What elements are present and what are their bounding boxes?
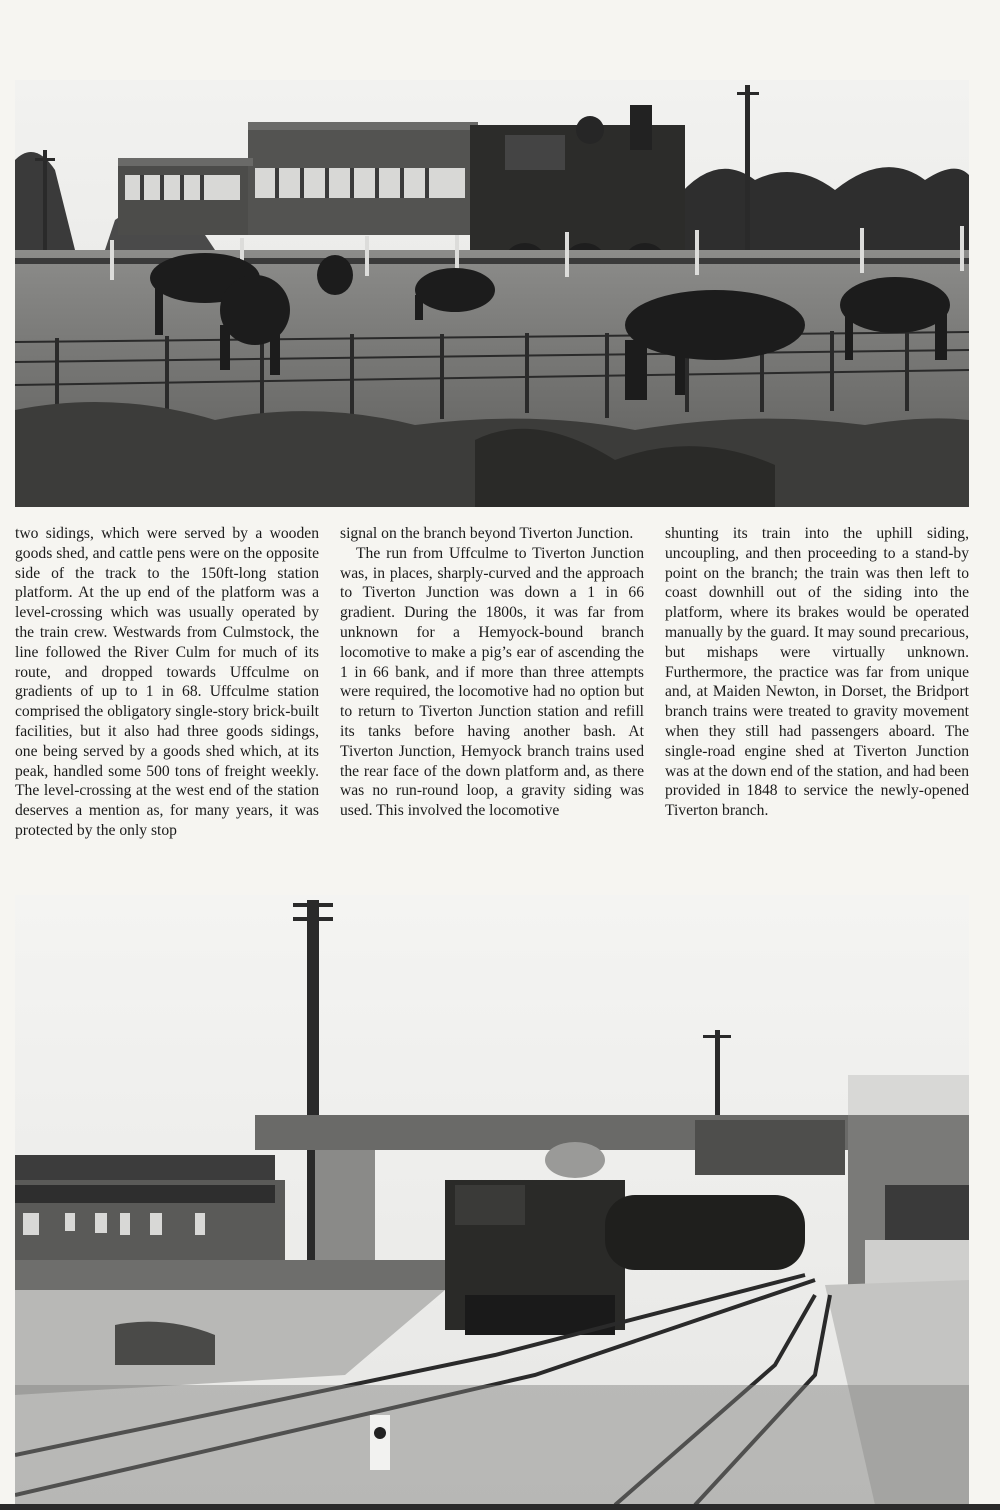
bottom-photo xyxy=(15,895,969,1505)
article-column-2 xyxy=(340,524,644,821)
column-2-paragraph-2: The run from Uffculme to Tiverton Junction was, in places, sharply-curved and the approach to Tiverton Junction was down a 1 in 66 gradient. During the 1800s, it was far from unknown for a Hemyock-bound branch locomotive to make a pig’s ear of ascending the 1 in 66 bank, and if more than three attempts were required, the locomotive had no option but to return to Tiverton Junction station and refill its tanks before having another bash. At Tiverton Junction, Hemyock branch trains used the rear face of the down platform and, as there was no run-round loop, a gravity siding was used. This involved the locomotive xyxy=(340,544,644,820)
top-photo xyxy=(15,80,969,507)
column-1-paragraph-1: two sidings, which were served by a wooden goods shed, and cattle pens were on the opposite side of the track to the 150ft-long station platform. At the up end of the platform was a level-crossing which was usually operated by the train crew. Westwards from Culmstock, the line followed the River Culm for much of its route, and dropped towards Uffculme on gradients of up to 1 in 68. Uffculme station comprised the obligatory single-story brick-built facilities, but it also had three goods sidings, one being served by a goods shed which, at its peak, handled some 500 tons of freight weekly. The level-crossing at the west end of the station deserves a mention as, for many years, it was protected by the only stop xyxy=(15,525,319,839)
column-2-paragraph-1: signal on the branch beyond Tiverton Junction. xyxy=(340,525,634,542)
bottom-photo-illustration xyxy=(15,895,969,1505)
column-3-paragraph-1: shunting its train into the uphill siding, uncoupling, and then proceeding to a stand-by point on the branch; the train was then left to coast downhill out of the siding into the platform, where its brakes would be operated manually by the guard. It may sound precarious, but mishaps were virtually unknown. Furthermore, the practice was far from unique and, at Maiden Newton, in Dorset, the Bridport branch trains were treated to gravity movement when they still had passengers aboard. The single-road engine shed at Tiverton Junction was at the down end of the station, and had been provided in 1848 to service the newly-opened Tiverton branch. xyxy=(665,525,969,820)
article-body xyxy=(15,524,969,884)
page-bottom-edge xyxy=(0,1504,1000,1510)
article-column-1 xyxy=(15,524,319,841)
top-photo-illustration xyxy=(15,80,969,507)
article-column-3 xyxy=(665,524,969,821)
